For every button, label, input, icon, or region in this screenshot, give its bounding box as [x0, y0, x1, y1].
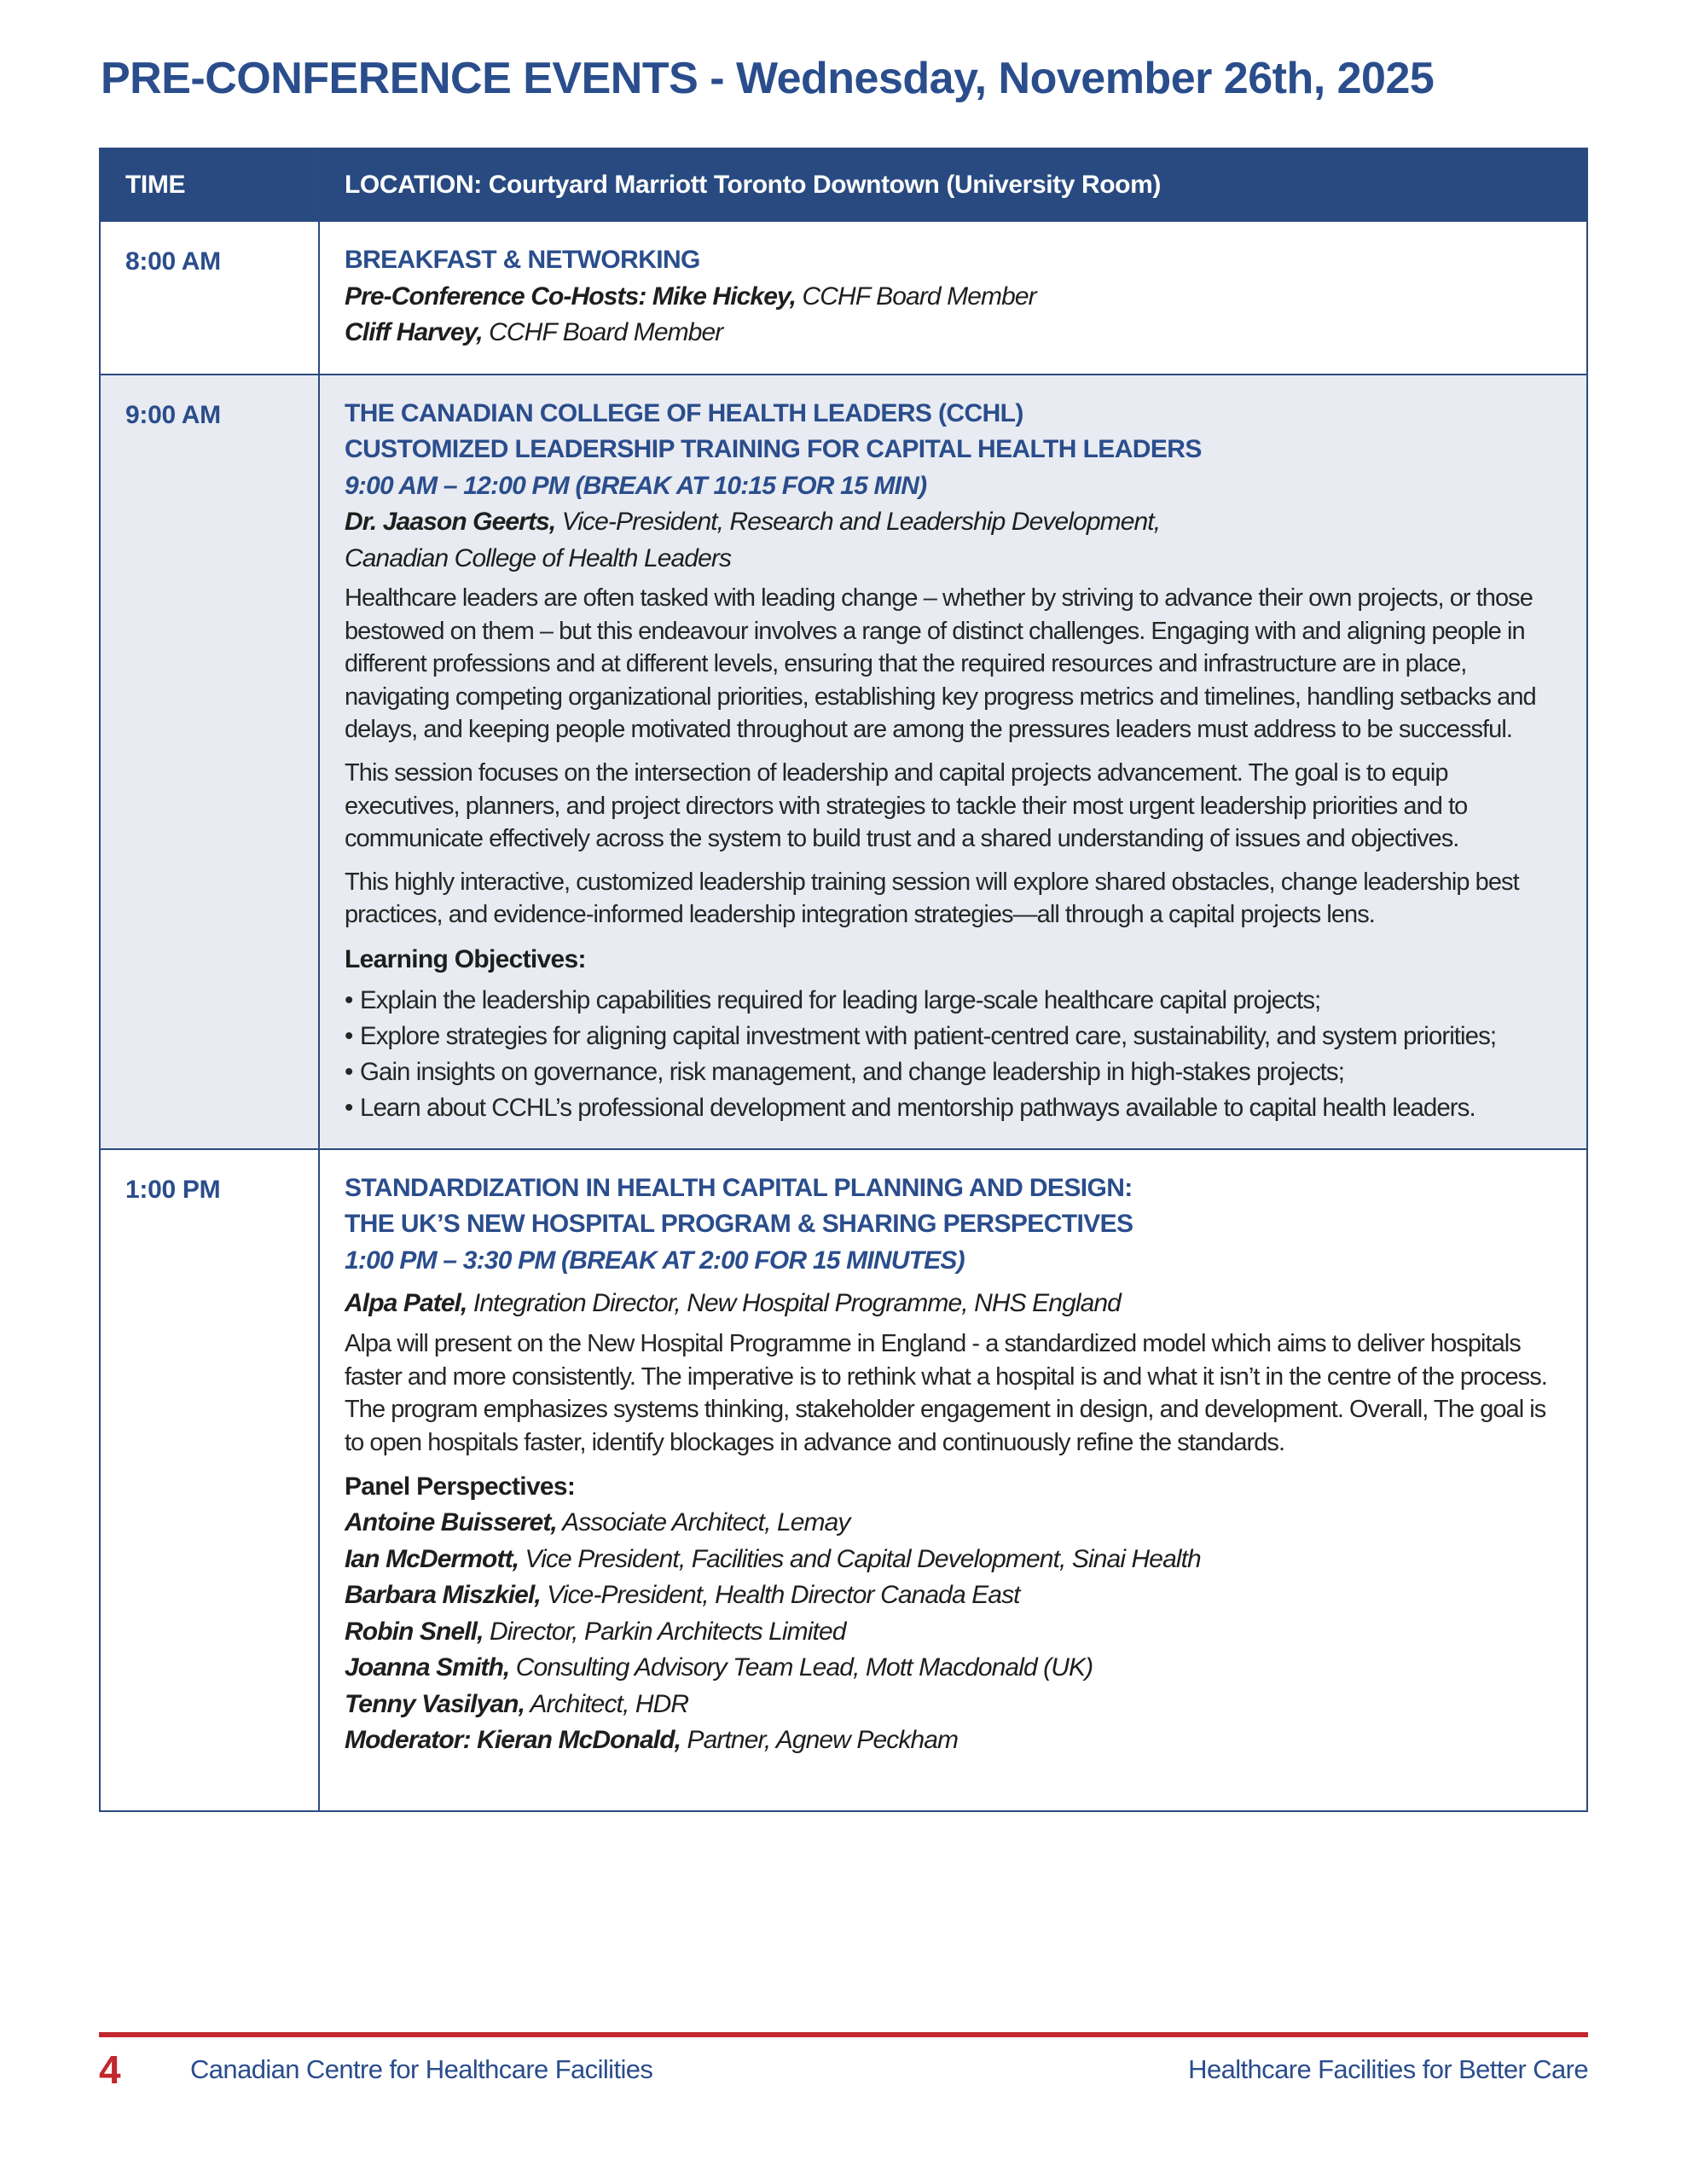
footer-organization: Canadian Centre for Healthcare Facilities [190, 2054, 653, 2084]
session-time: 1:00 PM [125, 1175, 221, 1204]
speaker-name: Dr. Jaason Geerts, [345, 508, 556, 536]
time-cell [100, 1149, 319, 1811]
session-title-line: STANDARDIZATION IN HEALTH CAPITAL PLANNING AND DESIGN: [345, 1173, 1133, 1202]
objective-text: Learn about CCHL’s professional development and mentorship pathways available to capital health leaders. [360, 1093, 1475, 1122]
list-item [345, 1090, 1561, 1126]
list-item [345, 1054, 1561, 1090]
learning-objectives-list [345, 983, 1561, 1126]
panelist-role: Architect, HDR [525, 1689, 689, 1718]
page-number: 4 [99, 2048, 121, 2092]
panel-heading: Panel Perspectives: [345, 1472, 576, 1502]
panelist [345, 1505, 1561, 1542]
session-description: Healthcare leaders are often tasked with leading change – whether by striving to advance their own projects, or those bestowed on them – but this endeavour involves a range of distinct challenges. Engaging with and aligning people in different professions and at different levels, ensuring that the required resources and infrastructure are in place, navigating competing organizational priorities, establishing key progress metrics and timelines, handling setbacks and delays, and keeping people motivated throughout are among the pressures leaders must address to be successful. [345, 584, 1536, 744]
panel-list [345, 1505, 1561, 1759]
speaker-role: CCHF Board Member [796, 282, 1036, 311]
session-content [320, 375, 1586, 1148]
panelist [345, 1687, 1561, 1723]
panelist-name: Barbara Miszkiel, [345, 1581, 541, 1610]
panelist-role: Director, Parkin Architects Limited [483, 1617, 846, 1646]
panelist [345, 1542, 1561, 1578]
session-content [320, 1150, 1586, 1781]
panelist-role: Associate Architect, Lemay [556, 1508, 850, 1537]
moderator-role: Partner, Agnew Peckham [681, 1726, 959, 1755]
time-column-header: TIME [100, 148, 319, 221]
objective-text: Explain the leadership capabilities required for leading large-scale healthcare capital projects; [360, 985, 1321, 1014]
time-cell [100, 221, 319, 375]
panelist-name: Ian McDermott, [345, 1544, 519, 1573]
speaker-name: Cliff Harvey, [345, 318, 483, 346]
speaker-line [345, 279, 1561, 316]
session-title-line: THE UK’S NEW HOSPITAL PROGRAM & SHARING PERSPECTIVES [345, 1210, 1133, 1239]
panelist-name: Antoine Buisseret, [345, 1508, 557, 1537]
panelist-name: Robin Snell, [345, 1617, 484, 1646]
session-cell [319, 221, 1587, 375]
speaker-role: CCHF Board Member [482, 318, 723, 346]
moderator-name: Moderator: Kieran McDonald, [345, 1726, 681, 1755]
learning-objectives-heading: Learning Objectives: [345, 944, 586, 973]
session-description: Alpa will present on the New Hospital Programme in England - a standardized model which aims to deliver hospitals faster and more consistently. The imperative is to rethink what a hospital is and what it isn’t in the centre of the process. The program emphasizes systems thinking, stakeholder engagement in design, and development. Overall, The goal is to open hospitals faster, identify blockages in advance and continuously refine the standards. [345, 1329, 1547, 1456]
session-cell [319, 1149, 1587, 1811]
panelist [345, 1614, 1561, 1651]
table-row [100, 221, 1587, 375]
footer-divider [99, 2032, 1588, 2037]
page-title: PRE-CONFERENCE EVENTS - Wednesday, November 26th, 2025 [101, 54, 1435, 103]
list-item [345, 983, 1561, 1019]
footer-tagline: Healthcare Facilities for Better Care [1188, 2054, 1588, 2084]
speaker-name: Pre-Conference Co-Hosts: Mike Hickey, [345, 282, 797, 311]
speaker-line [345, 315, 1561, 351]
panelist-role: Vice-President, Health Director Canada East [540, 1581, 1020, 1610]
session-title-line: THE CANADIAN COLLEGE OF HEALTH LEADERS (CCHL) [345, 398, 1023, 427]
panelist [345, 1577, 1561, 1614]
time-cell [100, 375, 319, 1149]
panelist-role: Consulting Advisory Team Lead, Mott Macdonald (UK) [509, 1653, 1093, 1682]
speaker-role: Vice-President, Research and Leadership Development, [555, 508, 1161, 536]
speaker-role: Integration Director, New Hospital Programme, NHS England [467, 1289, 1121, 1318]
speaker-name: Alpa Patel, [345, 1289, 467, 1318]
session-description: This highly interactive, customized leadership training session will explore shared obstacles, change leadership best practices, and evidence-informed leadership integration strategies—all through a capital projects lens. [345, 868, 1519, 929]
moderator [345, 1722, 1561, 1759]
session-title: BREAKFAST & NETWORKING [345, 246, 700, 274]
panelist-role: Vice President, Facilities and Capital Development, Sinai Health [519, 1544, 1201, 1573]
objective-text: Gain insights on governance, risk management, and change leadership in high-stakes projects; [360, 1057, 1344, 1086]
speaker-affiliation: Canadian College of Health Leaders [345, 543, 732, 572]
panelist-name: Tenny Vasilyan, [345, 1689, 525, 1718]
session-time: 8:00 AM [125, 247, 221, 276]
location-column-header: LOCATION: Courtyard Marriott Toronto Downtown (University Room) [319, 148, 1587, 221]
session-description: This session focuses on the intersection of leadership and capital projects advancement. The goal is to equip executives, planners, and project directors with strategies to tackle their most urgent leadership priorities and to communicate effectively across the system to build trust and a shared understanding of issues and objectives. [345, 758, 1468, 853]
speaker-line [345, 1286, 1561, 1322]
table-row [100, 375, 1587, 1149]
objective-text: Explore strategies for aligning capital investment with patient-centred care, sustainability, and system priorities; [360, 1021, 1497, 1050]
session-content [320, 222, 1586, 374]
list-item [345, 1019, 1561, 1054]
session-cell [319, 375, 1587, 1149]
bullet-icon: • [345, 1057, 353, 1086]
bullet-icon: • [345, 1021, 353, 1050]
session-time: 9:00 AM [125, 400, 221, 429]
session-schedule: 9:00 AM – 12:00 PM (BREAK AT 10:15 FOR 15 MIN) [345, 471, 927, 500]
speaker-line [345, 504, 1561, 541]
schedule-table [99, 148, 1588, 1812]
bullet-icon: • [345, 1093, 353, 1122]
session-title-line: CUSTOMIZED LEADERSHIP TRAINING FOR CAPITAL HEALTH LEADERS [345, 435, 1202, 463]
table-header-row [100, 148, 1587, 221]
panelist [345, 1650, 1561, 1687]
bullet-icon: • [345, 985, 353, 1014]
session-schedule: 1:00 PM – 3:30 PM (BREAK AT 2:00 FOR 15 MINUTES) [345, 1246, 965, 1275]
table-row [100, 1149, 1587, 1811]
panelist-name: Joanna Smith, [345, 1653, 510, 1682]
